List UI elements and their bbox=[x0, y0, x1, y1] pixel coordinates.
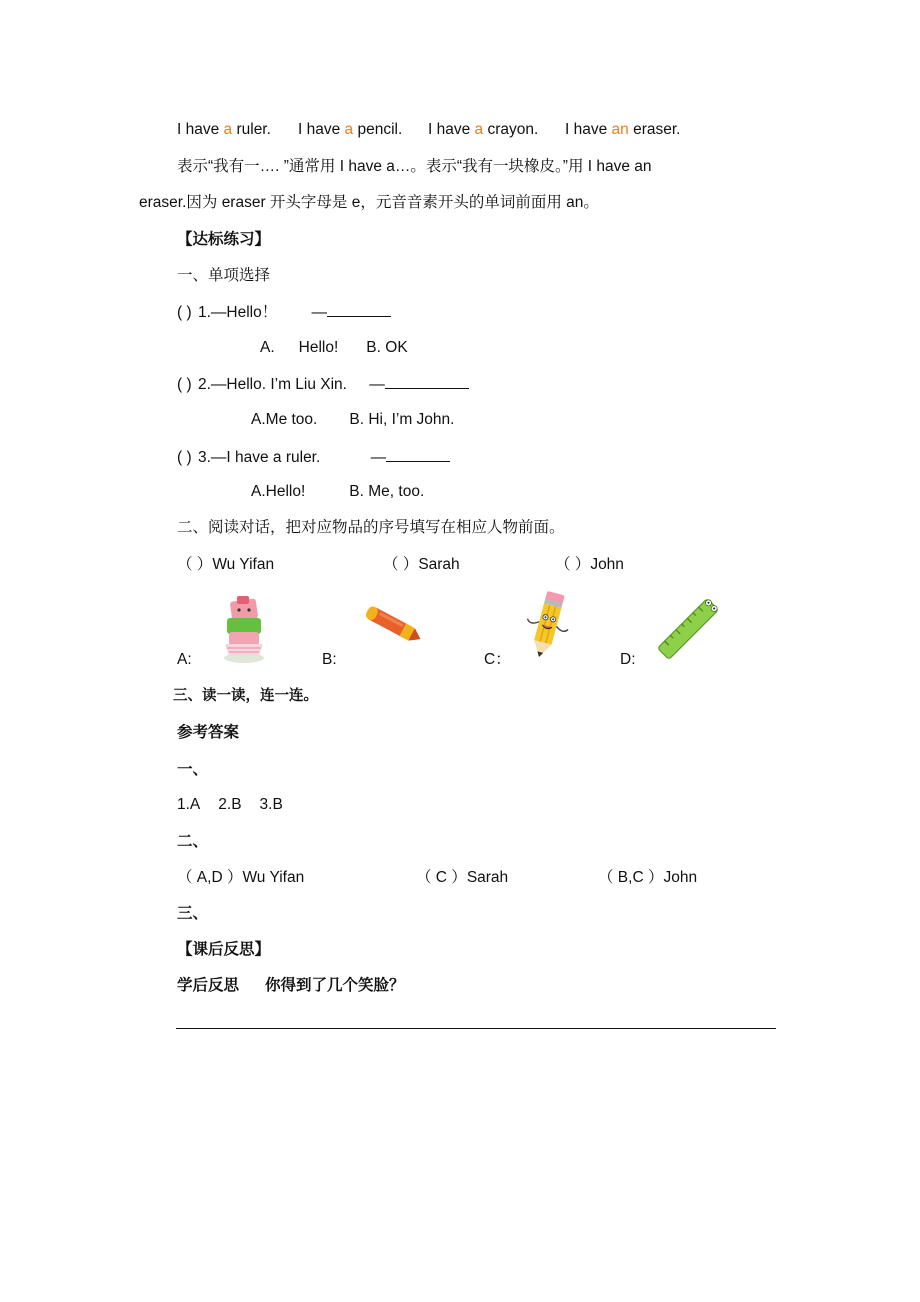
answers-heading: 参考答案 bbox=[177, 724, 240, 741]
explain-line-1: 表示“我有一…. ”通常用 I have a…。表示“我有一块橡皮。”用 I have an bbox=[177, 158, 652, 175]
answer-blank[interactable] bbox=[386, 447, 450, 462]
answer-paren[interactable]: （ ） bbox=[383, 556, 419, 573]
intro-sentence-3: I have a crayon. bbox=[428, 121, 539, 138]
answers-part2-label: 二、 bbox=[177, 833, 209, 850]
reflection-prompt: 学后反思 你得到了几个笑脸？ bbox=[177, 977, 405, 994]
intro-sentence-4: I have an eraser. bbox=[565, 121, 681, 138]
item-label-b: B: bbox=[322, 651, 337, 668]
answers-part1-label: 一、 bbox=[177, 761, 209, 778]
question-3: ( ) 3.—I have a ruler. — bbox=[177, 447, 450, 468]
practice-heading: 【达标练习】 bbox=[177, 231, 271, 248]
answers-part3-label: 三、 bbox=[177, 905, 209, 922]
pencil-icon bbox=[518, 590, 576, 664]
answer-blank[interactable] bbox=[385, 374, 469, 389]
reflection-heading: 【课后反思】 bbox=[177, 941, 271, 958]
answers-part1: 1.A 2.B 3.B bbox=[177, 796, 283, 813]
answer-wu-yifan: （ A,D ）Wu Yifan bbox=[177, 869, 305, 886]
explain-line-2: eraser.因为 eraser 开头字母是 e，元音音素开头的单词前面用 an。 bbox=[139, 194, 599, 211]
answer-paren[interactable]: （ ） bbox=[177, 556, 213, 573]
section3-title: 三、读一读，连一连。 bbox=[173, 688, 318, 704]
answer-paren[interactable]: ( ) bbox=[177, 449, 192, 466]
answer-sarah: （ C ）Sarah bbox=[416, 869, 509, 886]
item-label-a: A: bbox=[177, 651, 192, 668]
eraser-icon bbox=[215, 596, 273, 668]
reflection-answer-line[interactable] bbox=[176, 1028, 776, 1029]
option-a-label: A. bbox=[260, 339, 275, 356]
item-label-c: C： bbox=[484, 651, 511, 668]
intro-sentence-1: I have a ruler. bbox=[177, 121, 271, 138]
answer-paren[interactable]: （ ） bbox=[555, 556, 591, 573]
question-2-options: A.Me too. B. Hi, I’m John. bbox=[251, 411, 455, 428]
question-2: ( ) 2.—Hello. I’m Liu Xin. — bbox=[177, 374, 469, 395]
question-1: ( ) 1.—Hello！ — bbox=[177, 302, 391, 323]
question-3-options: A.Hello! B. Me, too. bbox=[251, 483, 425, 500]
person-wu-yifan: （ ）Wu Yifan bbox=[177, 556, 275, 573]
intro-sentence-2: I have a pencil. bbox=[298, 121, 403, 138]
section1-title: 一、单项选择 bbox=[177, 267, 271, 284]
person-john: （ ）John bbox=[555, 556, 624, 573]
answer-paren[interactable]: ( ) bbox=[177, 376, 192, 393]
answer-john: （ B,C ）John bbox=[598, 869, 698, 886]
question-1-options: A. Hello! B. OK bbox=[260, 339, 408, 356]
item-label-d: D: bbox=[620, 651, 636, 668]
answer-paren[interactable]: ( ) bbox=[177, 304, 192, 321]
section2-title: 二、阅读对话，把对应物品的序号填写在相应人物前面。 bbox=[177, 519, 565, 536]
answer-blank[interactable] bbox=[327, 302, 391, 317]
option-b-label: B. bbox=[366, 339, 381, 356]
ruler-icon bbox=[650, 596, 726, 662]
crayon-icon bbox=[360, 600, 428, 650]
person-sarah: （ ）Sarah bbox=[383, 556, 460, 573]
